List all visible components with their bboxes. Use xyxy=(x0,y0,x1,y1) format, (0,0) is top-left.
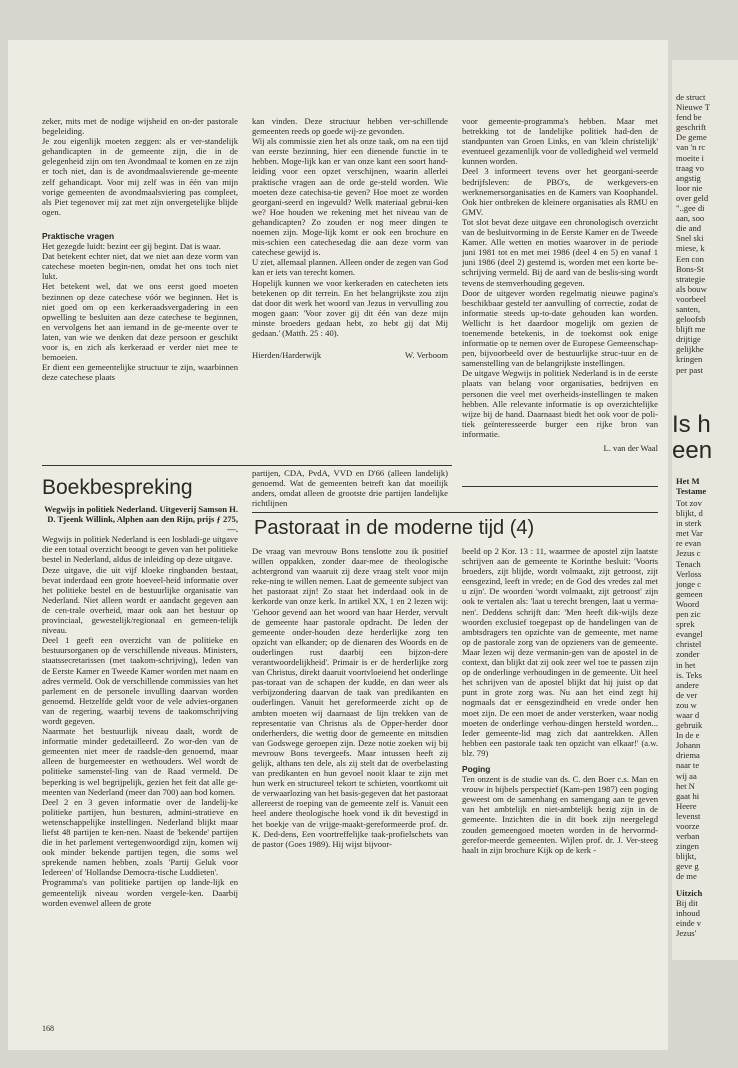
edge-text-line: Tot zov xyxy=(676,498,702,508)
edge-title xyxy=(672,412,712,464)
pastoraat-column-1 xyxy=(252,546,448,1010)
paragraph: Door de uitgever worden regelmatig nieuwe pagina's beschikbaar gesteld ter aanvulling of correctie, zodat de informatie steeds up-to-date gehouden kan worden. Wellicht is het daardoor mogelijk om gezien de toenemende betekenis, in de toekomst ook enige informatie op te nemen over de Europese Gemeenschap-pen, bijvoorbeeld over de bestuurlijke struc-tuur en de samenstelling van de belangrijkste instellingen. xyxy=(462,287,658,369)
edge-subtitle xyxy=(676,476,706,496)
signature xyxy=(252,350,448,360)
paragraph: Wij als commissie zien het als onze taak, om na een tijd van eerste bezinning, hier een dienende functie in te hebben. Moge-lijk kan er van onze kant een soort hand-leiding voor een opzet verschijnen, waarin allerlei praktische vragen aan de orde ge-steld worden. Wie moeten deze catechisa-tie geven? Hoe moet ze worden georgani-seerd en ingevuld? Welk materiaal gebrui-ken we? Hoe houden we rekening met het niveau van de gehandicapten? Zo zouden er nog meer dingen te noemen zijn. Moge-lijk komt er ook een brochure en mis-schien een catechesedag die aan deze vorm van catechese gewijd is. xyxy=(252,136,448,258)
paragraph: Deel 1 geeft een overzicht van de politieke en bestuursorganen op de verschillende niveaus. Ministers, staatssecretarissen (met taakom-schrijving), leden van de Eerste Kamer en Tweede Kamer worden met naam en adres vermeld. Ook de verschillende commissies van het parlement en de personele invulling daarvan worden genoemd. Hetzelfde geldt voor de vele advies-organen van de regering, waarbij tevens de taakomschrijving wordt gegeven. xyxy=(42,635,238,726)
boekbespreking-body xyxy=(42,504,238,1010)
edge-text-line: Verloss xyxy=(676,568,702,579)
edge-text-line: einde v xyxy=(676,917,702,928)
edge-text-line: miese, k xyxy=(676,243,705,254)
edge-text-line: in sterk xyxy=(676,518,702,529)
edge-text-line: drijtige xyxy=(676,334,701,345)
paragraph: voor gemeente-programma's hebben. Maar met betrekking tot de landelijke politiek had-den de standpunten van Groen Links, en van 'klein christelijk' eventueel gezamenlijk voor de volledigheid wel vermeld kunnen worden. xyxy=(462,116,658,167)
paragraph: beeld op 2 Kor. 13 : 11, waarmee de apostel zijn laatste schrijven aan de gemeente te Korinthe besluit: 'Voorts broeders, zijt blijde, wordt volmaakt, zijt getroost, zijt eensgezind, leeft in vrede; en de God des vredes zal met u zijn'. De woorden 'wordt volmaakt, zijt getroost' zijn ook te vertalen als: 'laat u terecht brengen, laat u verma-nen'. Deddens schrijft dan: 'Men heeft dik-wijls deze woorden exclusief toegepast op de handelingen van de ambtsdragers ten opzichte van de gemeente, met name op de pastorale zorg van de opzieners van de gemeente. Maar lezen wij deze vermanin-gen van de apostel in de context, dan blijkt dat zij ook zeer wel toe te passen zijn op de onderlinge verhoudingen in de gemeente. Uit heel het schrijven van de apostel blijkt dat hij juist op dat punt in grote zorg was. Nu aan het eind zegt hij nogmaals dat er eensgezindheid en vrede onder hen moet zijn. De een moet de ander versterken, waar nodig moeten de onderlinge verhou-dingen hersteld worden... Ieder gemeente-lid mag zich dat aantrekken. Allen hebben een pastorale taak ten opzicht van elkaar!' (a.w. blz. 79) xyxy=(462,546,658,758)
signature-name: L. van der Waal xyxy=(603,443,658,453)
edge-title-line-2: een xyxy=(672,437,713,464)
subheading-praktische-vragen: Praktische vragen xyxy=(42,230,115,241)
edge-text-line: loor nie xyxy=(676,182,703,193)
edge-text-line: Tenach xyxy=(676,558,701,569)
edge-text-line: zonder xyxy=(676,649,700,660)
book-meta: Wegwijs in politiek Nederland. Uitgeverij Samson H. D. Tjeenk Willink, Alphen aan den Rijn, prijs ƒ 275,—. xyxy=(44,504,238,535)
next-page-edge xyxy=(672,60,738,960)
edge-text-line: de me xyxy=(676,871,697,882)
edge-subtitle-line-2: Testame xyxy=(676,486,707,497)
edge-text-line: verban xyxy=(676,831,700,842)
edge-text-line: de ver xyxy=(676,689,698,700)
edge-title-line-1: Is h xyxy=(672,411,711,438)
edge-text-line: de struct xyxy=(676,92,706,102)
edge-text-line: blijft me xyxy=(676,324,706,335)
paragraph: kan vinden. Deze structuur hebben ver-schillende gemeenten reeds op goede wij-ze gevonden. xyxy=(252,116,448,137)
edge-text-line: geloofsb xyxy=(676,314,706,325)
edge-text-line: inhoud xyxy=(676,907,700,918)
edge-text-line: andere xyxy=(676,679,699,690)
mid-strip xyxy=(252,468,448,510)
section-title-boekbespreking: Boekbespreking xyxy=(42,476,193,499)
horizontal-rule xyxy=(42,465,452,466)
edge-text-line: "..gee di xyxy=(676,203,705,214)
signature-place: Hierden/Harderwijk xyxy=(252,350,322,361)
edge-text-line: gelijkhe xyxy=(676,344,704,355)
edge-text-line: het N xyxy=(676,780,695,791)
paragraph: Er dient een gemeentelijke structuur te zijn, waarbinnen deze catechese plaats xyxy=(42,362,238,383)
edge-text-line: Jezus c xyxy=(676,548,701,559)
paragraph: Programma's van politieke partijen op lande-lijk en gemeentelijk niveau worden vergele-ken. Daarbij worden evenwel alleen de grote xyxy=(42,877,238,908)
article-title-pastoraat: Pastoraat in de moderne tijd (4) xyxy=(254,517,535,539)
edge-text-line: sprek xyxy=(676,619,695,630)
edge-text-line: blijkt, d xyxy=(676,508,703,519)
column-3-top xyxy=(462,116,658,482)
edge-text-line: geve g xyxy=(676,861,699,872)
edge-text-line: met Var xyxy=(676,528,703,539)
edge-text-line: traag vo xyxy=(676,162,704,173)
edge-text-line: christel xyxy=(676,639,702,650)
edge-text-top xyxy=(676,92,710,375)
edge-text-line: naar te xyxy=(676,760,700,771)
edge-text-body xyxy=(676,498,703,938)
paragraph: De vraag van mevrouw Bons tenslotte zou ik positief willen oppakken, zonder daar-mee de theologische achtergrond van waaruit zij deze vraag stelt voor mijn reke-ning te willen nemen. Laat de gemeente subject van het pastoraat zijn! Zo staat het inderdaad ook in de kerkorde van onze kerk. In artikel XX, 1 en 2 lezen wij: 'Gehoor gevend aan het woord van haar Herder, vervult de gemeente haar pastorale opdracht. De leden der gemeente onder-houden deze herderlijke zorg ten opzicht van elkander; op de dienaren des Woords en de ouderlingen rust daarbij een bijzon-dere verantwoordelijkheid'. Primair is er de herderlijke zorg van Christus, direkt daaruit voortvloeiend het onderlinge pas-toraat van de schapen der kudde, en dan weer als verbijzondering daarvan de taak van predikanten en ouderlingen. Vanuit het gereformeerde zicht op de ambten moeten wij daarnaast de lijn trekken van de representatie van Christus als de Opper-herder door onderherders, die wettig door de gemeente en mitsdien van Godswege geroepen zijn. Deze notie zoeken wij bij mevrouw Bons tevergeefs. Maar intussen heeft zij gelijk, althans ten dele, als zij stelt dat de overbelasting van predikanten en hun gevoel nooit klaar te zijn met hun werk en structureel tekort te schieten, voortkomt uit de verwaarlozing van het basis-gegeven dat het pastoraat allereerst de roeping van de gemeente zelf is. Vanuit een heel andere theologische hoek vond ik dit bevestigd in het boekje van de vrijge-maakt-gereformeerde prof. dr. K. Ded-dens, Een voortreffelijke taak-profielschets van de pastor (Goes 1989). Hij wijst bijvoor- xyxy=(252,546,448,849)
pastoraat-column-2 xyxy=(462,546,658,1010)
horizontal-rule xyxy=(252,512,658,513)
edge-text-line: strategie xyxy=(676,273,706,284)
edge-text-line: van 'n rc xyxy=(676,142,706,153)
edge-text-line: blijkt, xyxy=(676,851,697,862)
edge-text-line: gaat hi xyxy=(676,790,700,801)
edge-text-line: evangel xyxy=(676,629,703,640)
edge-text-line: gebruik xyxy=(676,720,703,731)
paragraph: Deel 3 informeert tevens over het georgani-seerde bedrijfsleven: de PBO's, de werkgevers-en werknemersorganisaties en de Kamers van Koophandel. Ook hier ontbreken de kleinere organisaties als RMU en GMV. xyxy=(462,166,658,217)
paragraph: Het betekent wel, dat we ons eerst goed moeten bezinnen op deze catechese vóór we beginnen. Het is niet goed om op een kerkeraadsvergadering in een opwelling te besluiten aan deze catechese te beginnen, en vervolgens het aan iemand in de ge-meente over te laten, van wie we denken dat deze persoon er geschikt voor is, en zich als kerkeraad er verder niet mee te bemoeien. xyxy=(42,281,238,363)
edge-text-line: zingen xyxy=(676,841,699,852)
edge-text-line: voorze xyxy=(676,821,700,831)
edge-text-line: Een con xyxy=(676,253,704,264)
paragraph: U ziet, allemaal plannen. Alleen onder de zegen van God kan er iets van terecht komen. xyxy=(252,257,448,278)
column-2-top xyxy=(252,116,448,462)
paragraph: Dat betekent echter niet, dat we niet aan deze vorm van catechese moeten begin-nen, omdat het ons toch niet lukt. xyxy=(42,251,238,282)
paragraph: Deel 2 en 3 geven informatie over de landelij-ke politieke partijen, hun besturen, admini-stratieve en wetenschappelijke instellingen. Nederland blijkt maar liefst 48 partijen te ken-nen. Naast de 'bekende' partijen die in het parlement vertegenwoordigd zijn, komen wij ook minder bekende partijen tegen, die soms wel sprekende namen hebben, zoals 'Partij Geluk voor Iedereen' of 'Hollandse Democra-tische Luddieten'. xyxy=(42,796,238,878)
paragraph: Deze uitgave, die uit vijf kloeke ringbanden bestaat, bevat inderdaad een grote hoeveel-heid informatie over het politieke bestel en de bestuurlijke organisatie van Nederland. Niet alleen wordt er aandacht gegeven aan de cen-trale overheid, maar ook aan het bestuur op provinciaal, gewestelijk/regionaal en gemeen-telijk niveau. xyxy=(42,564,238,636)
edge-text-line: re evan xyxy=(676,538,702,549)
edge-text-line: per past xyxy=(676,364,703,375)
edge-text-line: over geld xyxy=(676,192,709,203)
edge-text-line: die and xyxy=(676,223,702,234)
edge-text-line: fend be xyxy=(676,112,702,123)
edge-text-line: De geme xyxy=(676,132,707,143)
edge-text-line: geschrift xyxy=(676,122,707,133)
edge-text-line: zou w xyxy=(676,699,697,710)
edge-text-line: driema xyxy=(676,750,700,761)
edge-text-line: moeite i xyxy=(676,152,704,163)
edge-text-line: aan, soo xyxy=(676,213,705,224)
edge-text-line: pen zic xyxy=(676,609,701,620)
edge-text-line: gemeen xyxy=(676,588,703,599)
edge-text-line: angstig xyxy=(676,172,701,183)
edge-text-line: Bij dit xyxy=(676,897,698,908)
edge-text-line: als bouw xyxy=(676,283,707,294)
paragraph: De uitgave Wegwijs in politiek Nederland is in de eerste plaats van belang voor organisaties, bedrijven en personen die veel met overheids-instellingen te maken hebben. Alle relevante informatie is op overzichtelijke wijze bij de hand. Daarnaast biedt het ook voor de poli-tiek geïnteresseerde burger een rijke bron van informatie. xyxy=(462,368,658,439)
paragraph: Tot slot bevat deze uitgave een chronologisch overzicht van de besluitvorming in de Eerste Kamer en de Tweede Kamer. Alle wetten en moties waarover in de periode juni 1981 tot en met mei 1986 (deel 4 en 5) en vanaf 1 juni 1986 (deel 2) gestemd is, worden met een korte be-schrijving vermeld. Bij de aard van de beslis-sing wordt tevens de stemverhouding gegeven. xyxy=(462,216,658,288)
edge-text-line: waar d xyxy=(676,709,700,720)
paragraph: Ten onzent is de studie van ds. C. den Boer c.s. Man en vrouw in bijbels perspectief (Kam-pen 1987) een poging geweest om de samenhang en samengang aan te geven van het ambtelijk en niet-ambtelijk bezig zijn in de gemeente. Inzichten die in dit boek zijn neergelegd zouden gemeengoed moeten worden in de hervormd-gerefor-meerde gemeenten. Wijlen prof. dr. J. Ver-steeg haalt in zijn brochure Kijk op de kerk - xyxy=(462,774,658,855)
edge-text-line: in het xyxy=(676,659,696,670)
edge-text-line: In de e xyxy=(676,730,700,741)
edge-text-line: levenst xyxy=(676,810,701,821)
edge-subtitle-line-1: Het M xyxy=(676,476,700,486)
edge-subheading: Uitzich xyxy=(676,887,703,898)
paragraph: Hopelijk kunnen we voor kerkeraden en catecheten iets betekenen op dit terrein. En het belangrijkste zou zijn dat door dit werk het woord van Jezus in vervulling zou mogen gaan: 'Voor zover gij dit één van deze mijn minste broeders gedaan hebt, zo hebt gij dat Mij gedaan.' (Matth. 25 : 40). xyxy=(252,277,448,338)
page-number: 168 xyxy=(42,1024,54,1033)
edge-text-line: Jezus' xyxy=(676,927,697,938)
paragraph: partijen, CDA, PvdA, VVD en D'66 (alleen landelijk) genoemd. Wat de gemeenten betreft kan dat moeilijk anders, omdat alleen de grootste drie partijen landelijke richtlijnen xyxy=(252,468,448,509)
edge-text-line: santen, xyxy=(676,303,701,314)
edge-text-line: Johann xyxy=(676,740,701,751)
subheading-poging: Poging xyxy=(462,763,491,774)
paragraph: Wegwijs in politiek Nederland is een losbladi-ge uitgave die een totaal overzicht beoogt te geven van het politieke bestel in Nederland, aldus de inleiding op deze uitgave. xyxy=(42,534,238,565)
signature-name: W. Verboom xyxy=(405,350,448,361)
paragraph: Je zou eigenlijk moeten zeggen: als er ver-standelijk gehandicapten in de gemeente zijn, die in de gelegenheid zijn om ten Avondmaal te komen en ze zijn er toch niet, dan is de avondmaalsvierende ge-meente zelf gehandicapt. Voor mij zelf was in één van mijn vorige gemeenten de avondmaalsviering pas compleet, als Piet tegenover mij zat met zijn onvergetelijke blijde ogen. xyxy=(42,136,238,217)
edge-text-line: voorbeel xyxy=(676,293,707,304)
horizontal-rule xyxy=(462,486,658,487)
edge-text-line: Heere xyxy=(676,800,697,811)
edge-text-line: is. Teks xyxy=(676,669,702,680)
edge-text-line: Woord xyxy=(676,598,700,609)
edge-text-line: jonge c xyxy=(676,578,702,589)
edge-text-line: kringen xyxy=(676,354,703,365)
paragraph: zeker, mits met de nodige wijsheid en on-der pastorale begeleiding. xyxy=(42,116,238,137)
edge-text-line: wij aa xyxy=(676,770,697,781)
paragraph: Naarmate het bestuurlijk niveau daalt, wordt de informatie minder gedetailleerd. Zo wor-den van de gemeenten niet meer de raadsle-den genoemd, maar alleen de burgemeester en wethouders. Wel wordt de politieke samenstel-ling van de Raad vermeld. De beperking is wel begrijpelijk, gezien het feit dat alle ge-meenten van Nederland (meer dan 700) aan bod komen. xyxy=(42,726,238,797)
paragraph: Het gezegde luidt: bezint eer gij begint. Dat is waar. xyxy=(42,241,221,252)
column-1-top xyxy=(42,116,238,462)
edge-text-line: Nieuwe T xyxy=(676,102,710,113)
edge-text-line: Bons-St xyxy=(676,263,704,274)
edge-text-line: Snel ski xyxy=(676,233,704,244)
